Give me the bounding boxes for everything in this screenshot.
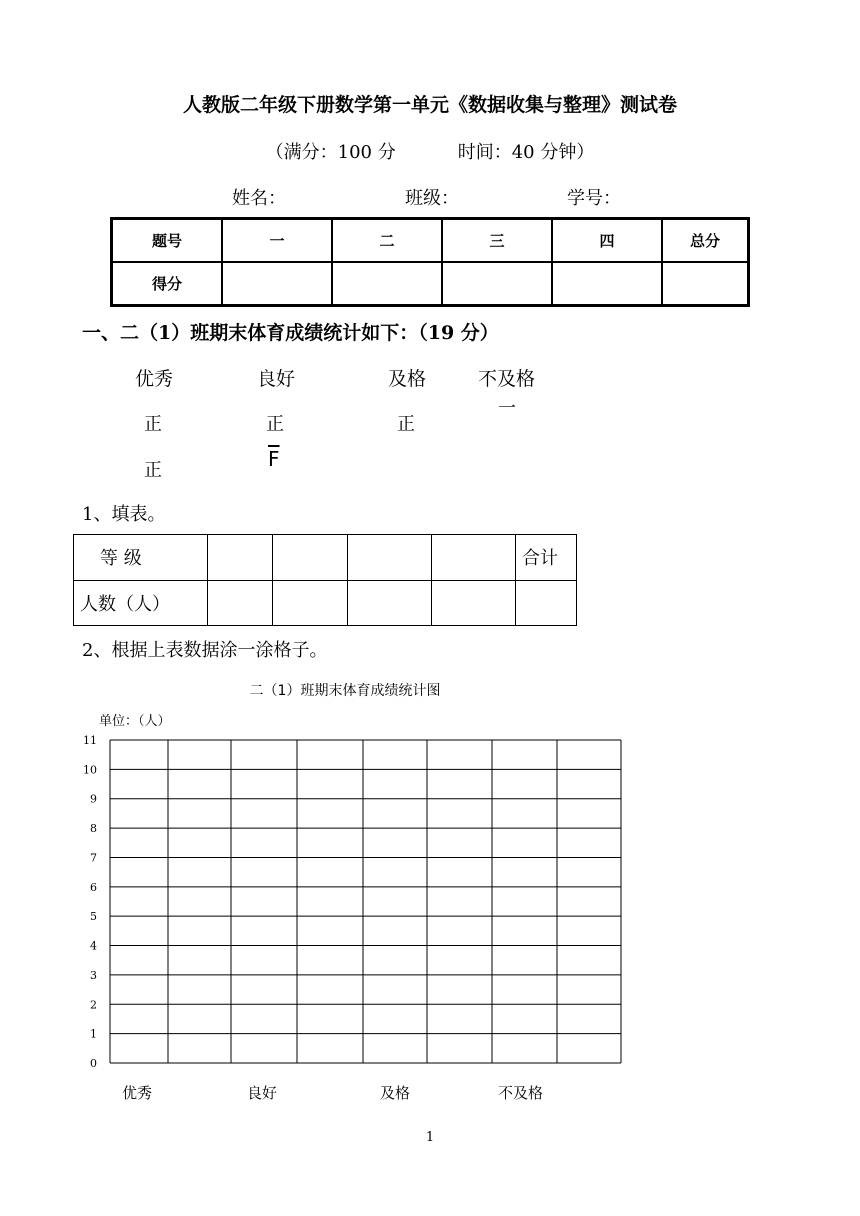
fill-cell[interactable] <box>208 535 273 581</box>
tally-category: 及格 <box>388 368 427 390</box>
count-label: 人数（人） <box>74 580 208 626</box>
x-tick-label: 不及格 <box>498 1084 544 1102</box>
name-label: 姓名： <box>232 188 286 209</box>
score-cell[interactable] <box>332 262 442 306</box>
y-tick-label: 3 <box>90 968 97 982</box>
question-1-label: 1、填表。 <box>82 504 166 525</box>
y-tick-label: 2 <box>90 998 97 1012</box>
y-tick-label: 4 <box>90 939 97 953</box>
y-tick-label: 0 <box>90 1057 97 1070</box>
full-score: （满分：100 分 <box>265 142 396 163</box>
y-tick-label: 7 <box>90 851 97 865</box>
tally-category: 良好 <box>257 368 296 390</box>
y-tick-label: 9 <box>90 792 97 806</box>
tally-mark: $\overline{F}$ <box>268 447 280 471</box>
bar-chart-grid[interactable] <box>70 728 630 1073</box>
total-label: 合计 <box>516 535 577 581</box>
fill-cell[interactable] <box>348 535 432 581</box>
tally-mark: 正 <box>144 460 162 481</box>
x-tick-label: 优秀 <box>122 1084 153 1102</box>
fill-cell[interactable] <box>348 580 432 626</box>
tally-mark: 正 <box>144 414 162 435</box>
page-title: 人教版二年级下册数学第一单元《数据收集与整理》测试卷 <box>182 94 677 116</box>
x-tick-label: 及格 <box>380 1084 411 1102</box>
y-tick-label: 1 <box>90 1027 97 1041</box>
fill-cell[interactable] <box>273 535 348 581</box>
fill-table-count-row <box>74 580 577 626</box>
section-heading: 一、二（1）班期末体育成绩统计如下：（19 分） <box>82 322 499 344</box>
score-cell[interactable] <box>442 262 552 306</box>
tally-mark: 正 <box>397 414 415 435</box>
class-label: 班级： <box>405 188 459 209</box>
student-id-label: 学号： <box>567 188 621 209</box>
score-header-cell: 题号 <box>112 219 223 263</box>
fill-cell[interactable] <box>432 580 516 626</box>
chart-unit-label: 单位：（人） <box>99 714 171 729</box>
fill-cell[interactable] <box>208 580 273 626</box>
tally-category: 不及格 <box>478 368 536 390</box>
fill-cell[interactable] <box>273 580 348 626</box>
student-info <box>0 184 860 208</box>
chart-title: 二（1）班期末体育成绩统计图 <box>249 683 441 699</box>
score-row-label: 得分 <box>112 262 223 306</box>
fill-cell[interactable] <box>432 535 516 581</box>
score-cell[interactable] <box>222 262 332 306</box>
y-tick-label: 8 <box>90 822 97 836</box>
score-header-cell: 四 <box>552 219 662 263</box>
grade-label: 等 级 <box>74 535 208 581</box>
fill-table <box>73 534 577 626</box>
x-tick-label: 良好 <box>247 1084 278 1102</box>
y-tick-label: 5 <box>90 910 97 924</box>
question-2-label: 2、根据上表数据涂一涂格子。 <box>82 640 328 661</box>
tally-mark: 正 <box>266 414 284 435</box>
score-cell[interactable] <box>552 262 662 306</box>
score-header-cell: 一 <box>222 219 332 263</box>
score-header-cell: 二 <box>332 219 442 263</box>
score-table-header-row <box>112 219 749 263</box>
y-tick-label: 6 <box>90 880 97 894</box>
exam-meta <box>0 138 860 164</box>
fill-cell[interactable] <box>516 580 577 626</box>
score-header-cell: 三 <box>442 219 552 263</box>
score-table-score-row <box>112 262 749 306</box>
tally-category: 优秀 <box>135 368 174 390</box>
page-number: 1 <box>425 1130 435 1145</box>
fill-table-grade-row <box>74 535 577 581</box>
score-header-cell: 总分 <box>662 219 749 263</box>
y-tick-label: 10 <box>83 763 97 777</box>
score-cell[interactable] <box>662 262 749 306</box>
tally-mark: 一 <box>498 398 516 419</box>
score-table <box>110 217 750 307</box>
y-tick-label: 11 <box>83 734 97 747</box>
exam-time: 时间：40 分钟） <box>457 142 595 163</box>
